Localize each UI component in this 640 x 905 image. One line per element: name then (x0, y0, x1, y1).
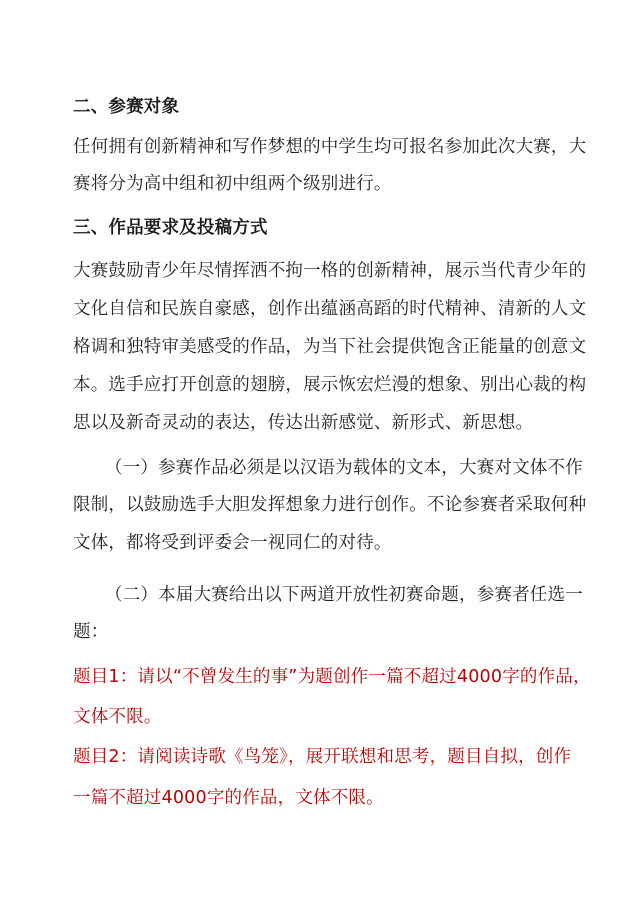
topic-line: 题目2：请阅读诗歌《鸟笼》，展开联想和思考，题目自拟，创作 (73, 747, 572, 767)
paragraph-line: 格调和独特审美感受的作品，为当下社会提供饱含正能量的创意文 (73, 337, 587, 357)
paragraph-line: 思以及新奇灵动的表达，传达出新感觉、新形式、新思想。 (73, 413, 534, 433)
paragraph-line: 赛将分为高中组和初中组两个级别进行。 (73, 174, 392, 194)
topic-line: 一篇不超过4000字的作品，文体不限。 (73, 788, 384, 808)
paragraph-line: 本。选手应打开创意的翅膀，展示恢宏烂漫的想象、别出心裁的构 (73, 375, 587, 395)
section-heading-participants: 二、参赛对象 (73, 97, 180, 117)
paragraph-line: （一）参赛作品必须是以汉语为载体的文本，大赛对文体不作 (105, 458, 583, 478)
topic-line: 题目1：请以“不曾发生的事”为题创作一篇不超过4000字的作品， (73, 667, 591, 687)
paragraph-line: 文化自信和民族自豪感，创作出蕴涵高蹈的时代精神、清新的人文 (73, 299, 587, 319)
paragraph-line: 大赛鼓励青少年尽情挥洒不拘一格的创新精神，展示当代青少年的 (73, 261, 587, 281)
paragraph-line: 文体，都将受到评委会一视同仁的对待。 (73, 533, 392, 553)
paragraph-line: （二）本届大赛给出以下两道开放性初赛命题，参赛者任选一 (105, 585, 583, 605)
topic-line: 文体不限。 (73, 707, 162, 727)
paragraph-line: 任何拥有创新精神和写作梦想的中学生均可报名参加此次大赛，大 (73, 137, 587, 157)
section-heading-requirements: 三、作品要求及投稿方式 (73, 218, 268, 238)
paragraph-line: 题： (73, 622, 109, 642)
paragraph-line: 限制，以鼓励选手大胆发挥想象力进行创作。不论参赛者采取何种 (73, 495, 587, 515)
